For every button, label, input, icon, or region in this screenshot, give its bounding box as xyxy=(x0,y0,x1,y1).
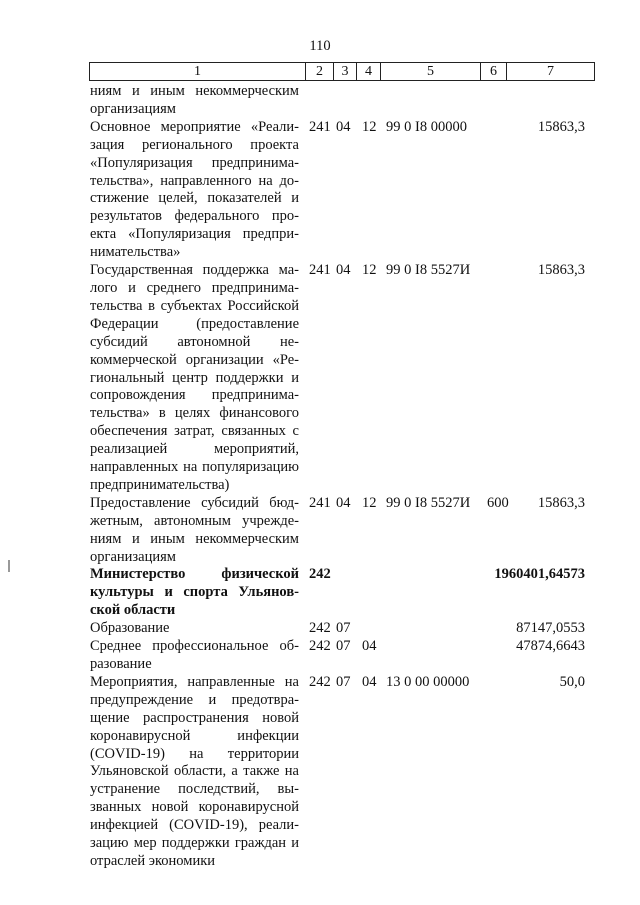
section-code: 07 xyxy=(336,620,351,637)
budget-rows xyxy=(90,83,595,871)
table-row xyxy=(90,495,595,567)
section-code: 04 xyxy=(336,494,351,511)
ministry-code: 242 xyxy=(309,566,331,583)
table-row xyxy=(90,566,595,620)
amount: 15863,3 xyxy=(537,262,585,279)
table-row xyxy=(90,83,595,119)
column-6-header: 6 xyxy=(481,63,507,81)
column-2-header: 2 xyxy=(306,63,334,81)
table-row xyxy=(90,638,595,674)
target-article-code: 99 0 I8 5527И xyxy=(386,262,471,279)
amount: 87147,0553 xyxy=(516,620,585,637)
row-name: Министерство физической культуры и спорта Ульяновской области xyxy=(90,566,299,619)
row-name: Предоставление субсидий бюджетным, автономным учреждениям и иным некоммерческим организациям xyxy=(90,494,299,565)
column-1-header: 1 xyxy=(90,63,306,81)
ministry-code: 242 xyxy=(309,620,331,637)
row-name: ниям и иным некоммерческим организациям xyxy=(90,83,299,117)
column-7-header: 7 xyxy=(507,63,595,81)
subsection-code: 12 xyxy=(362,118,377,135)
table-row xyxy=(90,674,595,871)
target-article-code: 13 0 00 00000 xyxy=(386,673,470,690)
section-code: 07 xyxy=(336,638,351,655)
column-5-header: 5 xyxy=(381,63,481,81)
row-name: Мероприятия, направленные на предупреждение и предотвращение распространения новой коронавирусной инфекции (COVID-19) на территории Ульяновской области, а также на устранение последствий, вызванных новой коронавирусной инфекцией (COVID-19), реализацию мер поддержки граждан и отраслей экономики xyxy=(90,673,299,869)
row-name: Среднее профессиональное образование xyxy=(90,638,299,672)
ministry-code: 242 xyxy=(309,673,331,690)
amount: 47874,6643 xyxy=(516,638,585,655)
column-4-header: 4 xyxy=(357,63,381,81)
table-row xyxy=(90,620,595,638)
amount: 1960401,64573 xyxy=(494,566,585,583)
amount: 15863,3 xyxy=(537,494,585,511)
subsection-code: 04 xyxy=(362,673,377,690)
ministry-code: 241 xyxy=(309,494,331,511)
amount: 50,0 xyxy=(559,673,585,690)
subsection-code: 12 xyxy=(362,494,377,511)
ministry-code: 241 xyxy=(309,262,331,279)
scan-edge-mark xyxy=(8,560,10,572)
row-name: Государственная поддержка малого и среднего предпринимательства в субъектах Российской Федерации (предоставление субсидий автономной некоммерческой организации «Региональный центр поддержки и сопровождения предпринимательства» в целях финансового обеспечения затрат, связанных с реализацией мероприятий, направленных на популяризацию предпринимательства) xyxy=(90,262,299,493)
target-article-code: 99 0 I8 00000 xyxy=(386,118,467,135)
row-name: Образование xyxy=(90,620,170,637)
column-number-row xyxy=(90,63,595,81)
row-name: Основное мероприятие «Реализация регионального проекта «Популяризация предпринимательства», направленного на достижение целей, показателей и результатов федерального проекта «Популяризация предпринимательства» xyxy=(90,118,299,261)
column-3-header: 3 xyxy=(334,63,357,81)
table-row xyxy=(90,262,595,495)
expense-type-code: 600 xyxy=(487,494,509,511)
subsection-code: 04 xyxy=(362,638,377,655)
ministry-code: 241 xyxy=(309,118,331,135)
subsection-code: 12 xyxy=(362,262,377,279)
target-article-code: 99 0 I8 5527И xyxy=(386,494,471,511)
table-row xyxy=(90,119,595,262)
section-code: 07 xyxy=(336,673,351,690)
column-header-table xyxy=(89,62,595,81)
amount: 15863,3 xyxy=(537,118,585,135)
section-code: 04 xyxy=(336,262,351,279)
section-code: 04 xyxy=(336,118,351,135)
page-number: 110 xyxy=(309,38,331,54)
ministry-code: 242 xyxy=(309,638,331,655)
